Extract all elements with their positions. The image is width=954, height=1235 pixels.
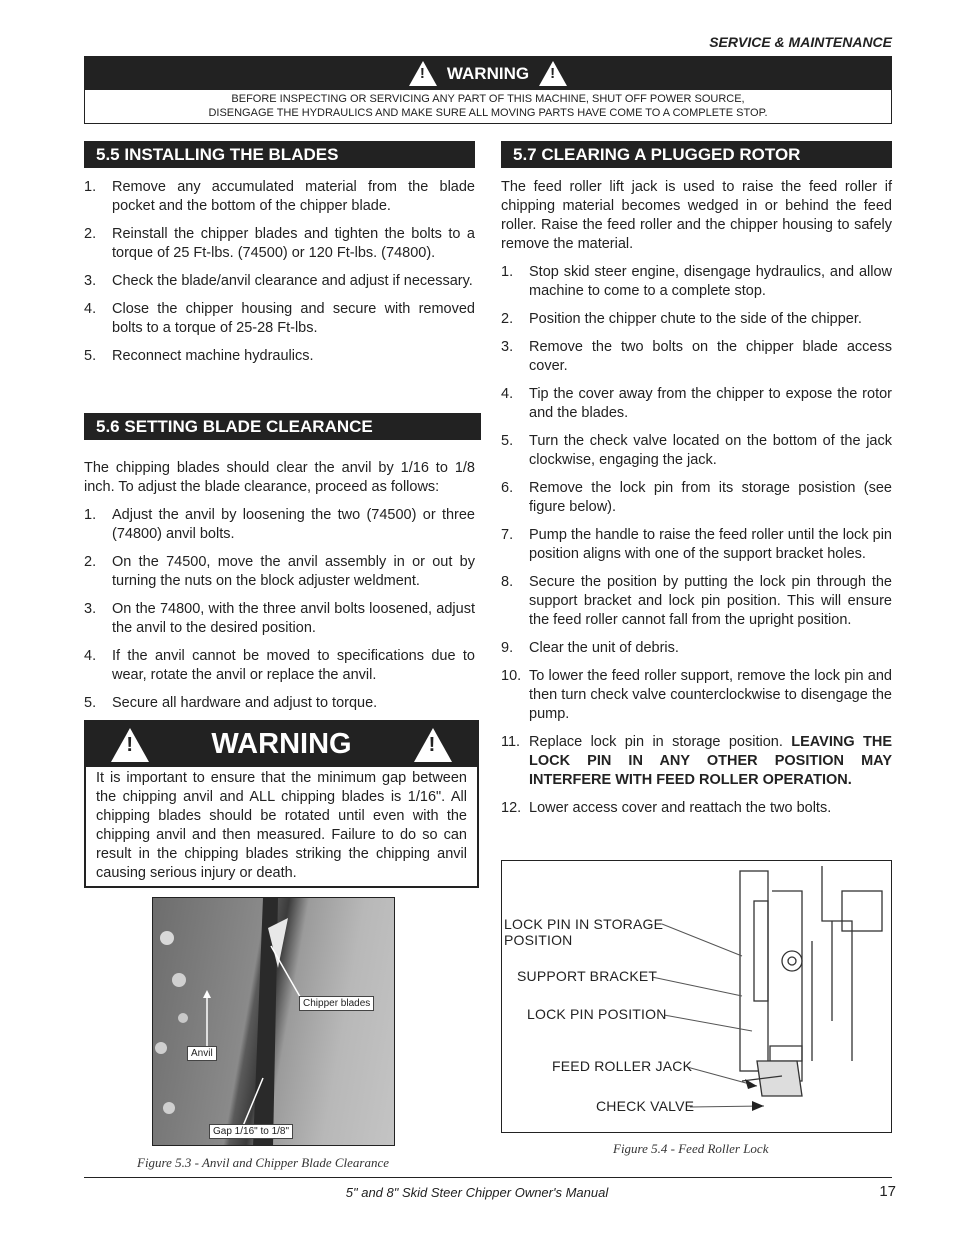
item-number: 5.: [84, 348, 97, 364]
section-header: SERVICE & MAINTENANCE: [709, 34, 892, 50]
warning-triangle-icon: !: [111, 728, 149, 762]
item-text: Remove the lock pin from its storage posistion (see figure below).: [529, 480, 892, 515]
list-item: [501, 263, 892, 301]
list-item: [84, 600, 475, 638]
warning-line-2: DISENGAGE THE HYDRAULICS AND MAKE SURE ALL MOVING PARTS HAVE COME TO A COMPLETE STOP.: [208, 107, 768, 119]
item-text: Reconnect machine hydraulics.: [112, 348, 314, 364]
item-number: 8.: [501, 574, 514, 590]
item-number: 3.: [84, 273, 97, 289]
item-text: Check the blade/anvil clearance and adjust if necessary.: [112, 273, 473, 289]
item-number: 5.: [501, 433, 514, 449]
anvil-blade-photo: [152, 897, 395, 1146]
anvil-label: Anvil: [187, 1046, 217, 1061]
section-5-5: [84, 141, 475, 375]
item-text: On the 74800, with the three anvil bolts loosened, adjust the anvil to the desired position.: [112, 601, 475, 636]
item-text: Secure the position by putting the lock pin through the support bracket and lock pin position. This will ensure the feed roller cannot fall from the upright position.: [529, 574, 892, 628]
label-line: POSITION: [504, 932, 573, 948]
footer-divider: [84, 1177, 892, 1178]
item-text: Close the chipper housing and secure with removed bolts to a torque of 25-28 Ft-lbs.: [112, 301, 475, 336]
item-text: Lower access cover and reattach the two bolts.: [529, 800, 832, 816]
item-number: 10.: [501, 668, 522, 684]
item-number: 12.: [501, 800, 522, 816]
item-number: 3.: [501, 339, 514, 355]
intro-paragraph: The feed roller lift jack is used to raise the feed roller if chipping material becomes wedged in or behind the feed roller. Raise the feed roller and the chipper housing to safely remove the material.: [501, 179, 892, 252]
warning-title: WARNING: [211, 728, 352, 760]
list-item: [84, 272, 475, 291]
list-item: [501, 573, 892, 630]
item-number: 11.: [501, 734, 521, 750]
warning-triangle-icon: !: [409, 61, 437, 86]
list-item: [501, 639, 892, 658]
list-item: [501, 733, 892, 790]
item-number: 1.: [84, 179, 97, 195]
list-item: [84, 347, 475, 366]
footer-title: 5" and 8" Skid Steer Chipper Owner's Manual: [345, 1185, 609, 1200]
feed-roller-jack-label: FEED ROLLER JACK: [552, 1058, 693, 1074]
section-5-6: [84, 413, 481, 722]
warning-line-1: BEFORE INSPECTING OR SERVICING ANY PART OF THIS MACHINE, SHUT OFF POWER SOURCE,: [231, 93, 745, 105]
steps-list: [84, 178, 475, 366]
item-number: 2.: [84, 226, 97, 242]
figure-caption: Figure 5.3 - Anvil and Chipper Blade Clearance: [137, 1155, 390, 1170]
list-item: [501, 338, 892, 376]
list-item: [501, 526, 892, 564]
feed-roller-lock-figure: [501, 860, 892, 1133]
warning-bar: [86, 722, 477, 767]
big-warning-box: [84, 720, 479, 888]
lock-pin-position-label: LOCK PIN POSITION: [527, 1006, 667, 1022]
warning-triangle-icon: !: [414, 728, 452, 762]
section-heading: 5.6 SETTING BLADE CLEARANCE: [84, 413, 481, 440]
list-item: [84, 506, 475, 544]
item-text: Position the chipper chute to the side of the chipper.: [529, 311, 862, 327]
item-number: 5.: [84, 695, 97, 711]
list-item: [501, 479, 892, 517]
section-5-7: [501, 141, 892, 827]
check-valve-label: CHECK VALVE: [596, 1098, 695, 1114]
section-heading: 5.5 INSTALLING THE BLADES: [84, 141, 475, 168]
item-text: Stop skid steer engine, disengage hydraulics, and allow machine to come to a complete stop.: [529, 264, 892, 299]
item-text: Turn the check valve located on the bottom of the jack clockwise, engaging the jack.: [529, 433, 892, 468]
item-text: Secure all hardware and adjust to torque.: [112, 695, 378, 711]
item-number: 7.: [501, 527, 514, 543]
item-text: To lower the feed roller support, remove the lock pin and then turn check valve counterclockwise to disengage the pump.: [529, 668, 892, 722]
list-item: [501, 310, 892, 329]
warning-triangle-icon: !: [539, 61, 567, 86]
item-text: Remove any accumulated material from the blade pocket and the bottom of the chipper blade.: [112, 179, 475, 214]
item-number: 1.: [84, 507, 97, 523]
list-item: [84, 694, 475, 713]
item-text: Reinstall the chipper blades and tighten the bolts to a torque of 25 Ft-lbs. (74500) or 120 Ft-lbs. (74800).: [112, 226, 475, 261]
item-text-bold: LEAVING THE LOCK PIN IN ANY OTHER POSITION MAY INTERFERE WITH FEED ROLLER OPERATION.: [529, 734, 892, 788]
list-item: [84, 178, 475, 216]
steps-list-continued: [501, 733, 892, 818]
page-number: 17: [879, 1183, 896, 1200]
list-item: [84, 300, 475, 338]
steps-list: [84, 506, 475, 713]
gap-label: Gap 1/16" to 1/8": [209, 1124, 293, 1139]
item-number: 4.: [501, 386, 514, 402]
item-number: 3.: [84, 601, 97, 617]
item-text: Pump the handle to raise the feed roller until the lock pin position aligns with one of the support bracket holes.: [529, 527, 892, 562]
item-number: 2.: [501, 311, 514, 327]
list-item: [501, 799, 892, 818]
item-text: Adjust the anvil by loosening the two (74500) or three (74800) anvil bolts.: [112, 507, 475, 542]
intro-paragraph: The chipping blades should clear the anvil by 1/16 to 1/8 inch. To adjust the blade clearance, proceed as follows:: [84, 460, 475, 495]
top-warning-box: [84, 56, 892, 124]
item-text: Remove the two bolts on the chipper blade access cover.: [529, 339, 892, 374]
item-text: On the 74500, move the anvil assembly in or out by turning the nuts on the block adjuster weldment.: [112, 554, 475, 589]
warning-text: [85, 92, 891, 120]
list-item: [501, 432, 892, 470]
steps-list: [501, 263, 892, 724]
item-number: 6.: [501, 480, 514, 496]
list-item: [501, 385, 892, 423]
figure-caption: Figure 5.4 - Feed Roller Lock: [613, 1141, 769, 1156]
list-item: [84, 647, 475, 685]
warning-bar: [85, 57, 891, 90]
item-text-regular: Replace lock pin in storage position.: [529, 734, 792, 750]
section-heading: 5.7 CLEARING A PLUGGED ROTOR: [501, 141, 892, 168]
item-number: 1.: [501, 264, 514, 280]
item-text: Clear the unit of debris.: [529, 640, 679, 656]
item-number: 9.: [501, 640, 514, 656]
chipper-blades-label: Chipper blades: [299, 996, 374, 1011]
lock-pin-storage-label: [504, 916, 663, 948]
warning-text: It is important to ensure that the minimum gap between the chipping anvil and ALL chipping blades is 1/16". All chipping blades should be rotated until even with the chipping anvil and then measured. Failure to do so can result in the chipping blades striking the chipping anvil causing serious injury or death.: [96, 770, 467, 881]
list-item: [84, 553, 475, 591]
photo-illustration: [153, 898, 395, 1146]
item-text: [529, 733, 892, 790]
warning-title: WARNING: [446, 63, 530, 83]
feed-roller-diagram: [502, 861, 891, 1132]
label-line: LOCK PIN IN STORAGE: [504, 916, 664, 932]
item-text: Tip the cover away from the chipper to expose the rotor and the blades.: [529, 386, 892, 421]
item-number: 4.: [84, 301, 97, 317]
support-bracket-label: SUPPORT BRACKET: [517, 968, 658, 984]
item-number: 2.: [84, 554, 97, 570]
list-item: [501, 667, 892, 724]
item-text: If the anvil cannot be moved to specifications due to wear, rotate the anvil or replace the anvil.: [112, 648, 475, 683]
list-item: [84, 225, 475, 263]
item-number: 4.: [84, 648, 97, 664]
